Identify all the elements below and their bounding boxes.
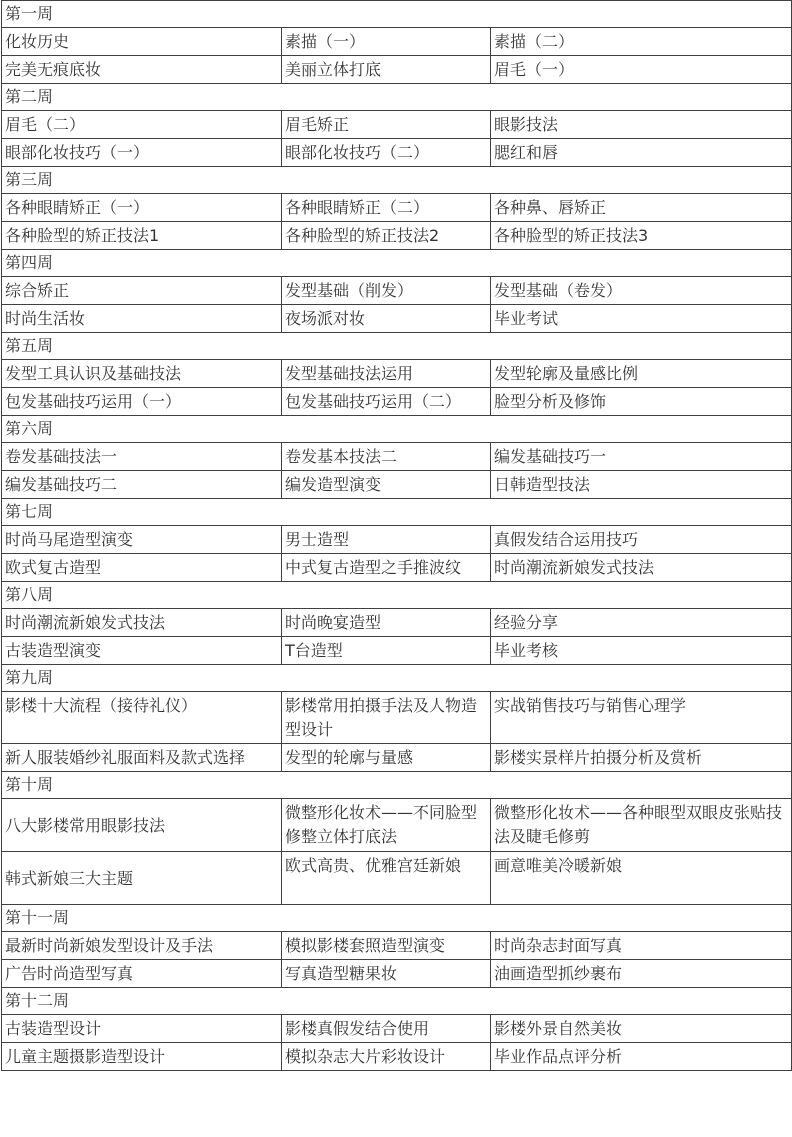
course-cell: 毕业考核	[491, 637, 792, 665]
course-cell: 时尚马尾造型演变	[2, 526, 282, 554]
week-title: 第一周	[2, 1, 792, 28]
course-cell: 卷发基础技法一	[2, 443, 282, 471]
course-row	[2, 194, 792, 222]
week-header-row	[2, 499, 792, 526]
schedule-body	[2, 1, 792, 1071]
course-cell: 时尚潮流新娘发式技法	[491, 554, 792, 582]
week-title: 第六周	[2, 416, 792, 443]
course-cell: 毕业考试	[491, 305, 792, 333]
course-cell: 美丽立体打底	[282, 56, 491, 84]
course-cell: 各种眼睛矫正（二）	[282, 194, 491, 222]
course-cell: 素描（二）	[491, 28, 792, 56]
course-row	[2, 360, 792, 388]
course-cell: 编发造型演变	[282, 471, 491, 499]
course-cell: 完美无痕底妆	[2, 56, 282, 84]
course-cell: 各种脸型的矫正技法3	[491, 222, 792, 250]
course-cell: 眉毛矫正	[282, 111, 491, 139]
week-title: 第十一周	[2, 905, 792, 932]
week-header-row	[2, 905, 792, 932]
course-row	[2, 111, 792, 139]
course-cell: 微整形化妆术——各种眼型双眼皮张贴技法及睫毛修剪	[491, 799, 792, 852]
course-cell: 各种眼睛矫正（一）	[2, 194, 282, 222]
course-cell: 经验分享	[491, 609, 792, 637]
course-cell: 古装造型设计	[2, 1015, 282, 1043]
week-title: 第十周	[2, 772, 792, 799]
course-cell: 实战销售技巧与销售心理学	[491, 692, 792, 744]
course-row	[2, 526, 792, 554]
course-cell: 广告时尚造型写真	[2, 960, 282, 988]
course-row	[2, 637, 792, 665]
week-header-row	[2, 988, 792, 1015]
course-cell: 最新时尚新娘发型设计及手法	[2, 932, 282, 960]
course-row	[2, 960, 792, 988]
course-cell: 各种脸型的矫正技法2	[282, 222, 491, 250]
week-header-row	[2, 167, 792, 194]
course-cell: 时尚潮流新娘发式技法	[2, 609, 282, 637]
course-row	[2, 443, 792, 471]
course-row	[2, 388, 792, 416]
course-cell: 发型工具认识及基础技法	[2, 360, 282, 388]
week-header-row	[2, 582, 792, 609]
course-cell: 各种鼻、唇矫正	[491, 194, 792, 222]
course-cell: 包发基础技巧运用（二）	[282, 388, 491, 416]
course-row	[2, 56, 792, 84]
course-cell: 真假发结合运用技巧	[491, 526, 792, 554]
course-row	[2, 305, 792, 333]
course-cell: 日韩造型技法	[491, 471, 792, 499]
week-header-row	[2, 84, 792, 111]
week-title: 第八周	[2, 582, 792, 609]
course-cell: 编发基础技巧一	[491, 443, 792, 471]
course-cell: 眼部化妆技巧（一）	[2, 139, 282, 167]
course-cell: 影楼实景样片拍摄分析及赏析	[491, 744, 792, 772]
course-cell: 时尚生活妆	[2, 305, 282, 333]
week-title: 第九周	[2, 665, 792, 692]
course-cell: 卷发基本技法二	[282, 443, 491, 471]
course-cell: 韩式新娘三大主题	[2, 852, 282, 905]
course-cell: 微整形化妆术——不同脸型修整立体打底法	[282, 799, 491, 852]
course-row	[2, 799, 792, 852]
course-cell: 儿童主题摄影造型设计	[2, 1043, 282, 1071]
course-cell: 包发基础技巧运用（一）	[2, 388, 282, 416]
course-cell: 欧式高贵、优雅宫廷新娘	[282, 852, 491, 905]
week-title: 第十二周	[2, 988, 792, 1015]
course-schedule-table	[1, 0, 792, 1071]
week-header-row	[2, 416, 792, 443]
course-cell: 化妆历史	[2, 28, 282, 56]
course-cell: 写真造型糖果妆	[282, 960, 491, 988]
course-cell: 眉毛（二）	[2, 111, 282, 139]
week-title: 第七周	[2, 499, 792, 526]
course-cell: 影楼十大流程（接待礼仪）	[2, 692, 282, 744]
course-cell: 综合矫正	[2, 277, 282, 305]
week-header-row	[2, 1, 792, 28]
course-cell: 古装造型演变	[2, 637, 282, 665]
course-cell: 素描（一）	[282, 28, 491, 56]
course-cell: 夜场派对妆	[282, 305, 491, 333]
course-cell: 男士造型	[282, 526, 491, 554]
course-row	[2, 852, 792, 905]
course-cell: 发型轮廓及量感比例	[491, 360, 792, 388]
week-title: 第五周	[2, 333, 792, 360]
course-cell: 欧式复古造型	[2, 554, 282, 582]
week-header-row	[2, 250, 792, 277]
course-cell: 时尚晚宴造型	[282, 609, 491, 637]
course-row	[2, 28, 792, 56]
course-cell: 脸型分析及修饰	[491, 388, 792, 416]
course-cell: 新人服装婚纱礼服面料及款式选择	[2, 744, 282, 772]
week-title: 第四周	[2, 250, 792, 277]
course-row	[2, 222, 792, 250]
course-cell: 眼影技法	[491, 111, 792, 139]
course-row	[2, 692, 792, 744]
week-header-row	[2, 333, 792, 360]
course-cell: 影楼常用拍摄手法及人物造型设计	[282, 692, 491, 744]
week-title: 第三周	[2, 167, 792, 194]
course-row	[2, 1015, 792, 1043]
course-row	[2, 277, 792, 305]
course-cell: 画意唯美冷暖新娘	[491, 852, 792, 905]
course-row	[2, 554, 792, 582]
course-cell: 模拟影楼套照造型演变	[282, 932, 491, 960]
course-cell: 时尚杂志封面写真	[491, 932, 792, 960]
course-cell: 影楼真假发结合使用	[282, 1015, 491, 1043]
course-row	[2, 139, 792, 167]
week-header-row	[2, 665, 792, 692]
course-cell: 眼部化妆技巧（二）	[282, 139, 491, 167]
course-row	[2, 932, 792, 960]
course-row	[2, 1043, 792, 1071]
course-cell: 八大影楼常用眼影技法	[2, 799, 282, 852]
course-cell: 模拟杂志大片彩妆设计	[282, 1043, 491, 1071]
course-cell: 影楼外景自然美妆	[491, 1015, 792, 1043]
course-cell: 腮红和唇	[491, 139, 792, 167]
course-row	[2, 609, 792, 637]
course-cell: 油画造型抓纱裹布	[491, 960, 792, 988]
week-header-row	[2, 772, 792, 799]
course-cell: 眉毛（一）	[491, 56, 792, 84]
course-cell: 发型基础技法运用	[282, 360, 491, 388]
course-cell: 发型基础（削发）	[282, 277, 491, 305]
course-row	[2, 471, 792, 499]
week-title: 第二周	[2, 84, 792, 111]
course-cell: 各种脸型的矫正技法1	[2, 222, 282, 250]
course-cell: 发型的轮廓与量感	[282, 744, 491, 772]
course-row	[2, 744, 792, 772]
course-cell: 发型基础（卷发）	[491, 277, 792, 305]
course-cell: 编发基础技巧二	[2, 471, 282, 499]
course-cell: 毕业作品点评分析	[491, 1043, 792, 1071]
course-cell: 中式复古造型之手推波纹	[282, 554, 491, 582]
course-cell: T台造型	[282, 637, 491, 665]
